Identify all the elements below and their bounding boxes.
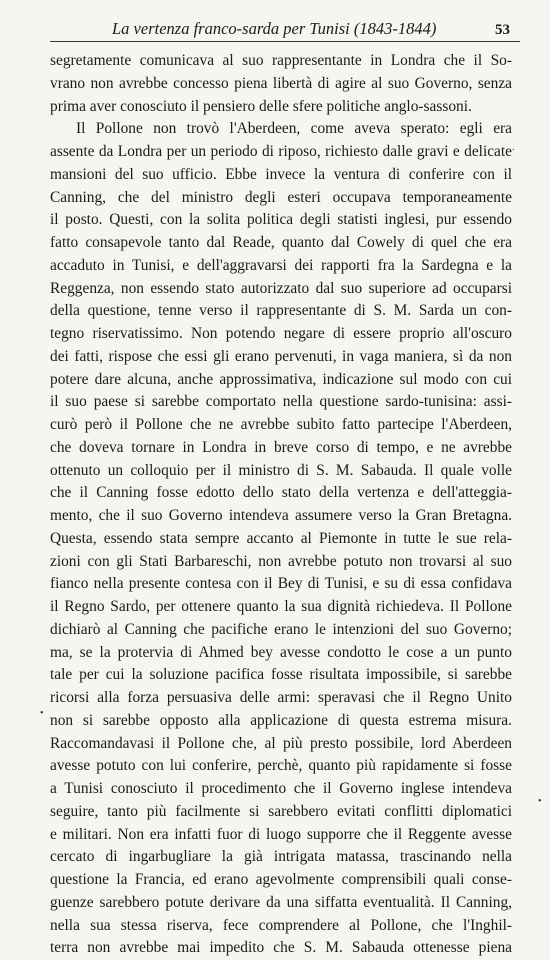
- text-line: dei fatti, rispose che essi gli erano pervenuti, in vaga maniera, sì da non: [50, 347, 512, 365]
- text-line: guenze sarebbero potute derivare da una siffatta eventualità. Il Canning,: [50, 893, 512, 911]
- text-line: mansioni del suo ufficio. Ebbe invece la ventura di conferire con il: [50, 165, 512, 183]
- text-line: mento, che il suo Governo intendeva assumere verso la Gran Bretagna.: [50, 507, 512, 524]
- text-line: che il Canning fosse edotto dello stato della vertenza e dell'atteggia-: [50, 484, 512, 502]
- text-line: ottenuto un colloquio per il ministro di S. M. Sabauda. Il quale volle: [50, 461, 512, 479]
- text-line: ma, se la protervia di Ahmed bey avesse condotto le cose a un punto: [50, 643, 512, 661]
- text-line: avesse potuto con lui conferire, perchè, quanto più rapidamente si fosse: [50, 757, 512, 775]
- text-line: zioni con gli Stati Barbareschi, non avrebbe potuto non trovarsi al suo: [50, 552, 512, 570]
- text-line: Reggenza, non essendo stato autorizzato dal suo superiore ad occuparsi: [50, 279, 512, 297]
- text-line: che doveva tornare in Londra in breve corso di tempo, e ne avrebbe: [50, 438, 512, 456]
- text-line: potere dare alcuna, anche approssimativa, indicazione sul modo con cui: [50, 370, 512, 388]
- margin-speck: •: [538, 796, 542, 807]
- text-line: assente da Londra per un periodo di riposo, richiesto dalle gravi e delicate: [50, 143, 512, 160]
- text-line: a Tunisi conosciuto il procedimento che il Governo inglese intendeva: [50, 780, 512, 797]
- text-line: Raccomandavasi il Pollone che, al più presto possibile, lord Aberdeen: [50, 734, 512, 752]
- text-line: Canning, che del ministro degli esteri occupava temporaneamente: [50, 188, 512, 206]
- running-title: La vertenza franco-sarda per Tunisi (1843-1844): [112, 19, 437, 38]
- text-line: tale per cui la soluzione pacifica fosse risultata impossibile, si sarebbe: [50, 666, 512, 684]
- text-line: fianco nella presente contesa con il Bey di Tunisi, e su di essa confidava: [50, 575, 512, 593]
- text-line: nella sua stessa riserva, fece comprendere al Pollone, che l'Inghil-: [50, 916, 512, 934]
- text-line: questione la Francia, ed erano agevolmente comprensibili quali conse-: [50, 871, 512, 888]
- margin-speck: •: [40, 708, 44, 719]
- text-line: non si sarebbe opposto alla applicazione di questa estrema misura.: [50, 711, 512, 729]
- text-line: Questa, essendo stata sempre accanto al Piemonte in tutte le sue rela-: [50, 529, 512, 547]
- text-line: della questione, tenne verso il rappresentante di S. M. Sarda un con-: [50, 302, 512, 320]
- text-line: vrano non avrebbe concesso piena libertà di agire al suo Governo, senza: [50, 74, 512, 92]
- text-line: cercato di ingarbugliare la già intrigata matassa, trascinando nella: [50, 848, 512, 866]
- text-line: e militari. Non era infatti fuor di luogo supporre che il Reggente avesse: [50, 825, 512, 843]
- page-number: 53: [495, 22, 510, 38]
- text-line: dichiarò al Canning che pacifiche erano le intenzioni del suo Governo;: [50, 620, 512, 638]
- text-line: accaduto in Tunisi, e dell'aggravarsi dei rapporti fra la Sardegna e la: [50, 256, 512, 274]
- text-line: tegno riservatissimo. Non potendo negare di essere proprio all'oscuro: [50, 325, 512, 342]
- text-line: seguire, tanto più facilmente si sarebbero evitati conflitti diplomatici: [50, 802, 512, 820]
- text-line: prima aver conosciuto il pensiero delle sfere politiche anglo-sassoni.: [50, 97, 472, 115]
- text-line: il Regno Sardo, per ottenere quanto la sua dignità richiedeva. Il Pollone: [50, 598, 512, 615]
- text-line: il suo paese si sarebbe comportato nella questione sardo-tunisina: assi-: [50, 393, 512, 411]
- running-header: [50, 18, 520, 42]
- text-line: il posto. Questi, con la solita politica degli statisti inglesi, pur essendo: [50, 211, 512, 229]
- text-line: Il Pollone non trovò l'Aberdeen, come aveva sperato: egli era: [76, 120, 512, 138]
- text-line: segretamente comunicava al suo rappresentante in Londra che il So-: [50, 52, 512, 69]
- text-line: fatto consapevole tanto dal Reade, quanto dal Cowely di quel che era: [50, 234, 512, 251]
- text-line: curò però il Pollone che ne avrebbe subito fatto partecipe l'Aberdeen,: [50, 416, 512, 433]
- text-line: ricorsi alla forza persuasiva delle armi: speravasi che il Regno Unito: [50, 689, 512, 706]
- body-text: [50, 50, 520, 960]
- text-line: terra non avrebbe mai impedito che S. M. Sabauda ottenesse piena: [50, 939, 512, 957]
- margin-speck: .: [512, 142, 515, 153]
